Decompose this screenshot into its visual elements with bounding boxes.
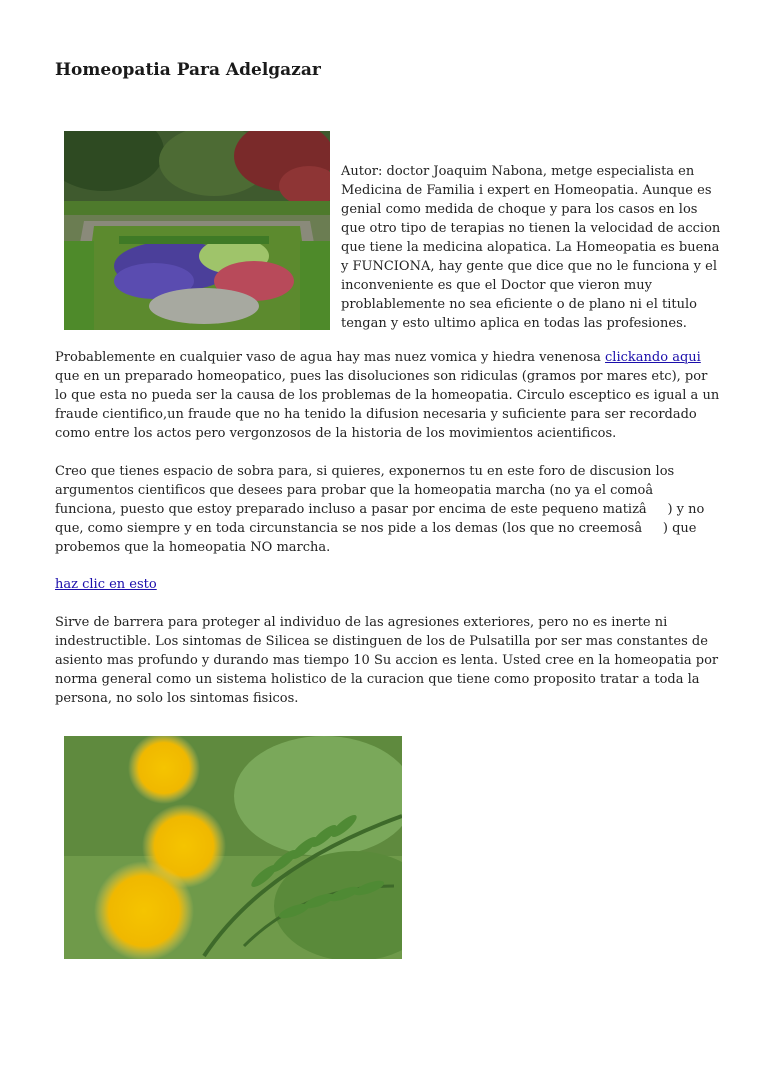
- paragraph-3: Sirve de barrera para proteger al individuo de las agresiones exteriores, pero no es inerte ni indestructible. Los sintomas de Silicea se distinguen de los de Pulsatilla por ser mas constantes de asiento mas profundo y durando mas tiempo 10 Su accion es lenta. Usted cree en la homeopatia por norma general como un sistema holistico de la curacion que tiene como proposito tratar a toda la persona, no solo los sintomas fisicos.: [55, 615, 719, 706]
- intro-paragraph: Autor: doctor Joaquim Nabona, metge especialista en Medicina de Familia i expert en Homeopatia. Aunque es genial como medida de choque y para los casos en los que otro tipo de terapias no tienen la velocidad de accion que tiene la medicina alopatica. La Homeopatia es buena y FUNCIONA, hay gente que dice que no le funciona y el inconveniente es que el Doctor que vieron muy problablemente no sea eficiente o de plano ni el titulo tengan y esto ultimo aplica en todas las profesiones.: [341, 164, 721, 331]
- link-paragraph: [55, 575, 721, 594]
- paragraph-2: Creo que tienes espacio de sobra para, si quieres, exponernos tu en este foro de discusion los argumentos cientificos que desees para probar que la homeopatia marcha (no ya el comoâ funciona, puesto que estoy preparado incluso a pasar por encima de este pequeno matizâ) y no que, como siempre y en toda circunstancia se nos pide a los demas (los que no creemosâ) que probemos que la homeopatia NO marcha.: [55, 464, 705, 555]
- yellow-flower-image: [64, 736, 402, 959]
- paragraph-1-text-before: Probablemente en cualquier vaso de agua hay mas nuez vomica y hiedra venenosa: [55, 350, 606, 365]
- garden-image: [64, 131, 330, 330]
- clickando-aqui-link[interactable]: clickando aqui: [605, 350, 701, 365]
- page-title: Homeopatia Para Adelgazar: [55, 60, 321, 80]
- haz-clic-link[interactable]: haz clic en esto: [55, 577, 157, 592]
- paragraph-1-text-after: que en un preparado homeopatico, pues las disoluciones son ridiculas (gramos por mares etc), por lo que esta no pueda ser la causa de los problemas de la homeopatia. Circulo esceptico es igual a un fraude cientifico,un fraude que no ha tenido la difusion necesaria y suficiente para ser recordado como entre los actos pero vergonzosos de la historia de los movimientos acientificos.: [55, 369, 720, 441]
- paragraph-1: [55, 348, 721, 443]
